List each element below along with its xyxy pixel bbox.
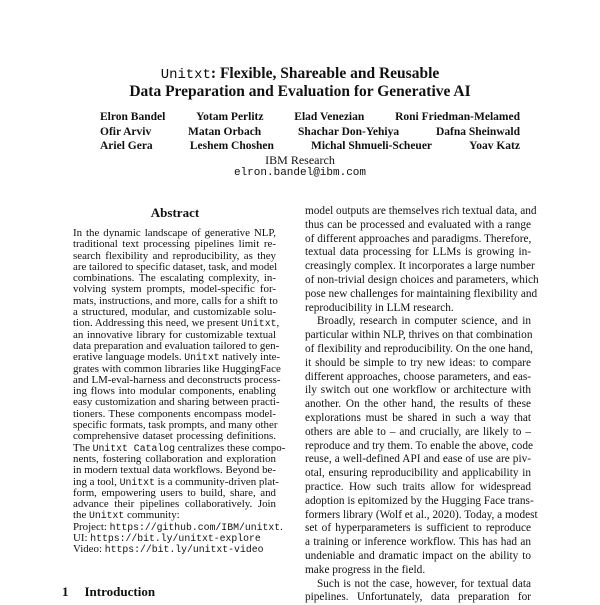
text-segment: ing a tool, <box>73 475 120 488</box>
text-segment: thus can be processed and evaluated with a range <box>305 218 531 231</box>
text-segment: The <box>73 441 93 454</box>
text-segment: are tailored to specific dataset, task, and model <box>73 260 278 273</box>
text-line <box>305 508 538 523</box>
text-segment: ing flows into modular components, enabling <box>73 385 276 398</box>
text-line <box>305 205 537 219</box>
text-line <box>305 384 531 398</box>
text-line <box>305 398 531 412</box>
text-line <box>305 440 531 454</box>
text-segment: adoption is epitomized by the Hugging Face trans- <box>305 494 534 507</box>
text-segment: tion. Addressing this need, we present <box>73 317 242 330</box>
text-line <box>305 494 534 509</box>
text-segment: centralizes these compo- <box>174 441 286 454</box>
text-segment: reuse, a well-defined API and ease of use are piv- <box>305 453 531 466</box>
paper-title-line-2: Data Preparation and Evaluation for Generative AI <box>129 83 471 100</box>
text-line <box>305 302 531 316</box>
paper-title-line-1 <box>0 65 600 83</box>
text-segment: of different approaches and paradigms. Therefore, <box>305 232 532 245</box>
text-segment: creasingly complex. It incorporates a large number <box>305 260 535 273</box>
text-segment: model outputs are themselves rich textual data, and <box>305 205 537 217</box>
text-segment: natively inte- <box>219 351 281 364</box>
author-name: Yoav Katz <box>469 140 520 152</box>
text-line <box>305 550 531 564</box>
text-line <box>305 357 531 371</box>
text-segment: a training or inference workflow. This has had an <box>305 536 531 549</box>
text-segment: reproducibility in LLM research. <box>305 301 454 314</box>
text-segment: form, empowering users to build, share, and <box>73 486 276 499</box>
text-line <box>305 219 531 233</box>
text-line <box>305 315 531 329</box>
text-segment: search flexibility and reproducibility, as they <box>73 249 276 262</box>
text-segment: . <box>280 520 283 533</box>
author-name: Yotam Perlitz <box>196 111 264 123</box>
text-segment: specific formats, task prompts, and many other <box>73 419 278 432</box>
code-text: https://github.com/IBM/unitxt <box>109 521 281 533</box>
text-line <box>305 453 531 467</box>
text-segment: , <box>276 317 280 330</box>
text-segment: is a community-driven plat- <box>154 475 279 488</box>
author-name: Matan Orbach <box>188 125 262 138</box>
email: elron.bandel@ibm.com <box>233 167 367 179</box>
text-segment: pose new challenges for maintaining flexibility and <box>305 287 538 300</box>
text-segment: textual data processing for LLMs is growing in- <box>305 246 531 259</box>
text-segment: another. On the other hand, the results of these <box>305 398 531 411</box>
text-line <box>305 287 538 302</box>
text-line <box>305 329 531 343</box>
author-list <box>100 111 520 155</box>
text-segment: formers library (Wolf et al., 2020). Today, a modest <box>305 508 538 521</box>
text-segment: of flexibility and reproducibility. On the one hand, <box>305 342 533 355</box>
code-text: Unitxt <box>119 476 155 488</box>
text-segment: an innovative library for customizable textual <box>73 328 276 341</box>
text-line <box>305 522 531 536</box>
author-name: Shachar Don-Yehiya <box>298 125 400 138</box>
text-line <box>305 233 531 247</box>
author-name: Leshem Choshen <box>189 140 274 152</box>
title-rest: : Flexible, Shareable and Reusable <box>210 65 440 82</box>
intro-body <box>305 205 539 605</box>
text-segment: volving system prompts, model-specific for- <box>73 283 276 296</box>
text-segment: UI: <box>73 532 91 545</box>
text-segment: set of hyperparameters is sufficient to reproduce <box>305 522 531 535</box>
text-segment: ily switch out one workflow or architecture with <box>305 384 531 397</box>
text-segment: Video: <box>73 543 105 556</box>
text-segment: grates with common libraries like HuggingFace <box>73 362 281 375</box>
text-segment: and LM-eval-harness and deconstructs process- <box>73 373 281 386</box>
text-segment: the <box>73 509 90 522</box>
text-segment: mats, instructions, and more, calls for a shift to <box>73 294 278 307</box>
text-segment: Broadly, research in computer science, and in <box>317 315 531 328</box>
text-line <box>305 371 531 385</box>
text-segment: In the dynamic landscape of generative NLP, <box>73 227 276 239</box>
author-name: Elad Venezian <box>294 111 365 123</box>
text-line <box>305 578 531 592</box>
text-segment: data preparation and evaluation tailored to gen- <box>73 339 280 352</box>
author-name: Michal Shmueli-Scheuer <box>310 140 433 152</box>
text-segment: Such is not the case, however, for textual data <box>317 577 531 590</box>
section-number: 1 <box>62 584 69 599</box>
text-segment: traditional text processing pipelines limit re- <box>73 238 276 251</box>
affiliation: IBM Research <box>265 153 335 167</box>
text-line <box>305 260 535 274</box>
code-text: Unitxt <box>89 510 125 522</box>
text-segment: tioners. These components encompass model- <box>73 407 276 420</box>
text-line <box>305 467 531 481</box>
text-segment: otal, ensuring reproducibility and applicability in <box>305 467 531 480</box>
text-segment: make progress in the field. <box>305 563 426 576</box>
text-line <box>73 544 276 555</box>
text-line <box>305 246 531 260</box>
code-text: Unitxt Catalog <box>92 442 175 454</box>
text-segment: it should be simple to try new ideas: to compare <box>305 356 531 369</box>
text-line <box>305 564 531 578</box>
text-line <box>305 481 531 495</box>
text-line <box>305 536 531 550</box>
author-name: Dafna Sheinwald <box>435 125 520 138</box>
text-line <box>305 343 531 357</box>
text-line <box>305 273 539 288</box>
text-line <box>305 426 531 440</box>
code-text: Unitxt <box>184 352 220 364</box>
text-line <box>73 520 283 533</box>
text-segment: different approaches, choose parameters, and eas- <box>305 370 531 383</box>
text-segment: others are able to – and crucially, are likely to – <box>305 425 531 438</box>
text-segment: advance their pipelines collaboratively. Join <box>73 498 276 511</box>
code-text: https://bit.ly/unitxt-video <box>104 544 264 556</box>
text-segment: comprehensive dataset processing definitions. <box>73 430 276 443</box>
abstract-body <box>73 227 286 556</box>
author-row <box>100 126 520 141</box>
text-segment: easy customization and sharing between practi- <box>73 396 280 409</box>
author-row <box>100 111 520 126</box>
text-segment: combinations. The escalating complexity, in- <box>73 272 276 285</box>
title-mono: Unitxt <box>160 67 211 83</box>
text-segment: practice. How such traits allow for widespread <box>305 480 531 493</box>
text-segment: reproduce and try them. To enable the above, code <box>305 439 533 452</box>
author-name: Ofir Arviv <box>100 125 152 138</box>
text-segment: undeniable and dramatic impact on the ability to <box>305 549 531 562</box>
code-text: https://bit.ly/unitxt-explore <box>90 533 261 545</box>
author-name: Roni Friedman-Melamed <box>395 111 520 123</box>
text-segment: erative language models. <box>73 351 185 364</box>
section-heading <box>62 584 155 600</box>
section-title: Introduction <box>84 584 156 599</box>
text-segment: pipelines. Unfortunately, data preparation for <box>305 591 531 604</box>
text-segment: explorations must be shared in such a way that <box>305 411 531 424</box>
text-segment: of non-trivial design choices and parameters, which <box>305 273 539 286</box>
code-text: Unitxt <box>241 318 277 330</box>
author-name: Ariel Gera <box>100 140 153 152</box>
text-segment: nents, fostering collaboration and exploration <box>73 452 276 465</box>
text-segment: community: <box>124 509 180 522</box>
text-line <box>305 591 531 605</box>
author-name: Elron Bandel <box>100 111 166 123</box>
text-segment: particular within NLP, thrives on that combination <box>305 329 533 342</box>
text-segment: a structured, modular, and customizable solu- <box>73 306 276 319</box>
text-segment: Project: <box>73 520 110 533</box>
abstract-heading: Abstract <box>150 205 200 220</box>
text-line <box>305 412 531 426</box>
text-segment: in modern textual data workflows. Beyond be- <box>73 464 276 477</box>
